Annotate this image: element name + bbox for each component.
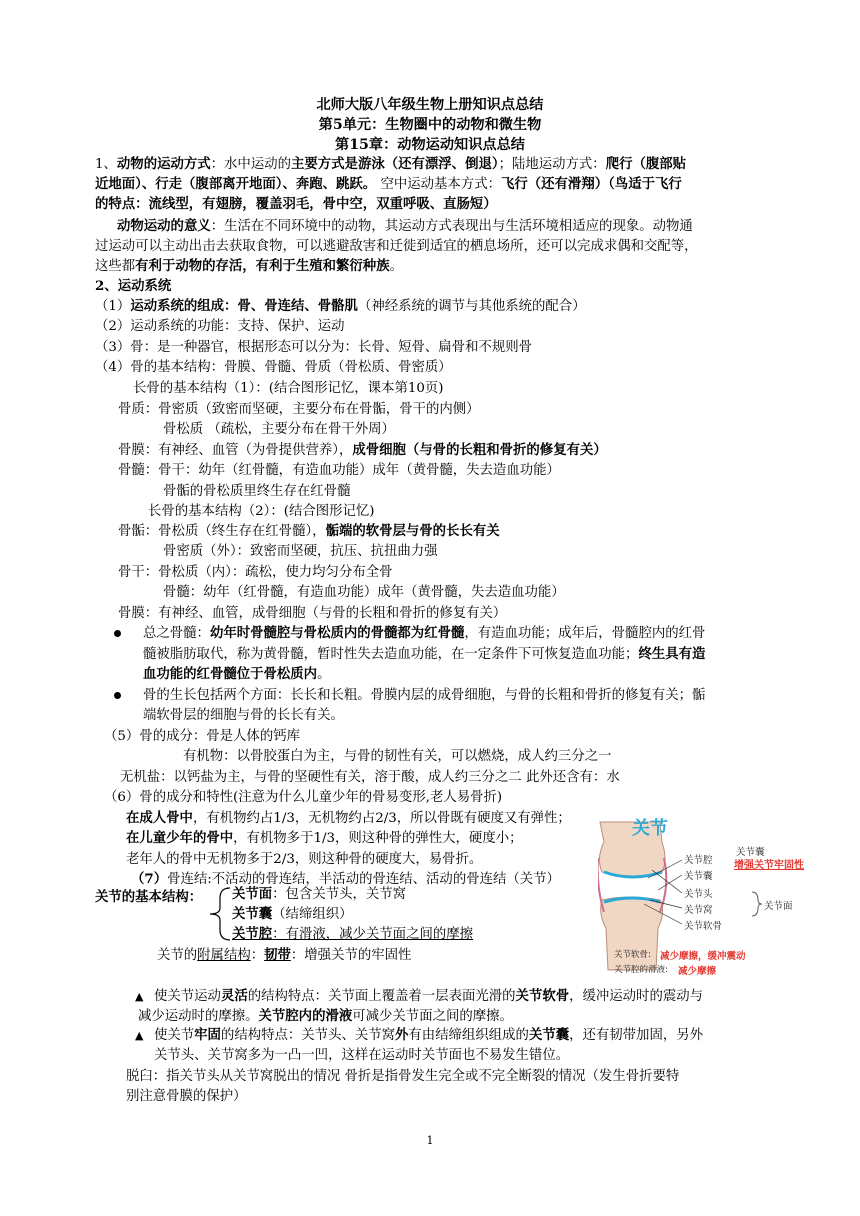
l6: 骨骺的骨松质里终生存在红骨髓 <box>163 484 351 499</box>
l8: 骨骺：骨松质（终生存在红骨髓），骺端的软骨层与骨的长长有关 <box>118 523 500 539</box>
figure-title: 关节 <box>632 818 668 839</box>
figure-note-fluid-label: 关节腔的滑液: <box>614 965 668 975</box>
s1b-line2: 过运动可以主动出击去获取食物，可以逃避敌害和迁徙到适宜的栖息场所，还可以完成求偶和交配等， <box>95 239 698 254</box>
p7: （7）骨连结:不活动的骨连结，半活动的骨连结、活动的骨连结（关节） <box>131 871 560 887</box>
joint-row-1: 关节面：包含关节头，关节窝 <box>232 886 407 902</box>
s1-line3: 的特点：流线型，有翅膀，覆盖羽毛，骨中空，双重呼吸、直肠短） <box>95 196 497 212</box>
s2-heading: 2、运动系统 <box>95 278 172 294</box>
p4: （4）骨的基本结构：骨膜、骨髓、骨质（骨松质、骨密质） <box>95 360 452 375</box>
figure-note-cartilage: 减少摩擦，缓冲震动 <box>660 951 746 962</box>
joint-row-3: 关节腔：有滑液，减少关节面之间的摩擦 <box>232 926 474 942</box>
s1b-line3: 这些都有利于动物的存活，有利于生殖和繁衍种族。 <box>95 258 403 274</box>
l2: 骨质：骨密质（致密而坚硬，主要分布在骨骺，骨干的内侧） <box>118 402 480 417</box>
chapter-title: 第15章：动物运动知识点总结 <box>335 137 525 153</box>
p3: （3）骨：是一种器官，根据形态可以分为：长骨、短骨、扁骨和不规则骨 <box>95 340 533 355</box>
triangle-bullet-icon: ▲ <box>135 1029 144 1042</box>
l10: 骨干：骨松质（内）：疏松，使力均匀分布全骨 <box>118 565 393 580</box>
l1: 长骨的基本结构（1）：(结合图形记忆，课本第10页) <box>133 381 444 396</box>
p6b: 在儿童少年的骨中，有机物多于1/3，则这种骨的弹性大，硬度小； <box>126 830 523 846</box>
b1-line2: 髓被脂肪取代，称为黄骨髓，暂时性失去造血功能，在一定条件下可恢复造血功能；终生具有造 <box>143 646 706 662</box>
figure-label-surface: 关节面 <box>764 901 793 912</box>
joint-row-4: 关节的附属结构：韧带：增强关节的牢固性 <box>157 947 412 963</box>
bullet-icon <box>114 630 121 637</box>
b1-line3: 血功能的红骨髓位于骨松质内。 <box>143 666 331 682</box>
doc-title: 北师大版八年级生物上册知识点总结 <box>316 97 544 113</box>
joint-diagram <box>598 820 818 980</box>
figure-label-capsule-right: 关节囊 <box>736 847 765 858</box>
joint-structure-heading: 关节的基本结构： <box>95 889 203 905</box>
t2-line1: 使关节牢固的结构特点：关节头、关节窝外有由结缔组织组成的关节囊，还有韧带加固，另外 <box>154 1027 704 1043</box>
last-line2: 别注意骨膜的保护） <box>126 1089 247 1104</box>
p2: （2）运动系统的功能：支持、保护、运动 <box>95 319 345 334</box>
triangle-bullet-icon: ▲ <box>135 990 144 1003</box>
figure-label-capsule: 关节囊 <box>684 871 713 882</box>
figure-note-cartilage-label: 关节软骨: <box>614 950 651 960</box>
l9: 骨密质（外）：致密而坚硬，抗压、抗扭曲力强 <box>163 544 438 559</box>
t2-line2: 关节头、关节窝多为一凸一凹，这样在运动时关节面也不易发生错位。 <box>154 1048 570 1063</box>
t1-line2: 减少运动时的摩擦。关节腔内的滑液可减少关节面之间的摩擦。 <box>138 1008 513 1024</box>
figure-note-capsule: 增强关节牢固性 <box>734 860 804 871</box>
figure-label-head: 关节头 <box>684 889 713 900</box>
l4: 骨膜：有神经、血管（为骨提供营养），成骨细胞（与骨的长粗和骨折的修复有关） <box>118 442 607 458</box>
p6c: 老年人的骨中无机物多于2/3，则这种骨的硬度大，易骨折。 <box>126 852 483 867</box>
page-number: 1 <box>426 1134 434 1147</box>
b1-line1: 总之骨髓：幼年时骨髓腔与骨松质内的骨髓都为红骨髓，有造血功能；成年后，骨髓腔内的红骨 <box>143 625 706 641</box>
p6: （6）骨的成分和特性(注意为什么儿童少年的骨易变形,老人易骨折) <box>104 790 503 805</box>
l3: 骨松质 （疏松，主要分布在骨干外周） <box>163 422 395 437</box>
s1-line2: 近地面）、行走（腹部离开地面）、奔跑、跳跃。 空中运动基本方式：飞行（还有滑翔）（鸟适于飞行 <box>95 176 682 192</box>
s1-line1: 1、动物的运动方式：水中运动的主要方式是游泳（还有漂浮、倒退）；陆地运动方式：爬行（腹部贴 <box>95 156 687 172</box>
p6a: 在成人骨中，有机物约占1/3，无机物约占2/3，所以骨既有硬度又有弹性； <box>126 810 571 826</box>
figure-label-socket: 关节窝 <box>684 905 713 916</box>
l5: 骨髓：骨干：幼年（红骨髓，有造血功能）成年（黄骨髓，失去造血功能） <box>118 463 560 478</box>
b2-line1: 骨的生长包括两个方面：长长和长粗。骨膜内层的成骨细胞，与骨的长粗和骨折的修复有关；骺 <box>143 688 706 703</box>
s1b-line1: 动物运动的意义：生活在不同环境中的动物，其运动方式表现出与生活环境相适应的现象。动物通 <box>117 218 693 234</box>
l11: 骨髓：幼年（红骨髓，有造血功能）成年（黄骨髓，失去造血功能） <box>163 585 565 600</box>
figure-label-cartilage: 关节软骨 <box>684 921 723 932</box>
bullet-icon <box>114 692 121 699</box>
brace-icon <box>206 884 234 944</box>
l12: 骨膜：有神经、血管，成骨细胞（与骨的长粗和骨折的修复有关） <box>118 606 507 621</box>
p5: （5）骨的成分：骨是人体的钙库 <box>104 729 300 744</box>
joint-row-2: 关节囊（结缔组织） <box>232 906 353 922</box>
p1: （1）运动系统的组成：骨、骨连结、骨骼肌（神经系统的调节与其他系统的配合） <box>95 298 586 314</box>
last-line1: 脱臼：指关节头从关节窝脱出的情况 骨折是指骨发生完全或不完全断裂的情况（发生骨折要特 <box>126 1069 680 1084</box>
l7: 长骨的基本结构（2）：(结合图形记忆) <box>148 504 375 519</box>
figure-label-cavity: 关节腔 <box>684 855 713 866</box>
figure-note-fluid: 减少摩擦 <box>678 966 717 977</box>
t1-line1: 使关节运动灵活的结构特点：关节面上覆盖着一层表面光滑的关节软骨，缓冲运动时的震动与 <box>154 988 704 1004</box>
p5a: 有机物：以骨胶蛋白为主，与骨的韧性有关，可以燃烧，成人约三分之一 <box>183 749 612 764</box>
p5b: 无机盐：以钙盐为主，与骨的坚硬性有关，溶于酸，成人约三分之二 此外还含有：水 <box>120 770 620 785</box>
unit-title: 第5单元：生物圈中的动物和微生物 <box>318 117 542 133</box>
b2-line2: 端软骨层的细胞与骨的长长有关。 <box>143 708 344 723</box>
